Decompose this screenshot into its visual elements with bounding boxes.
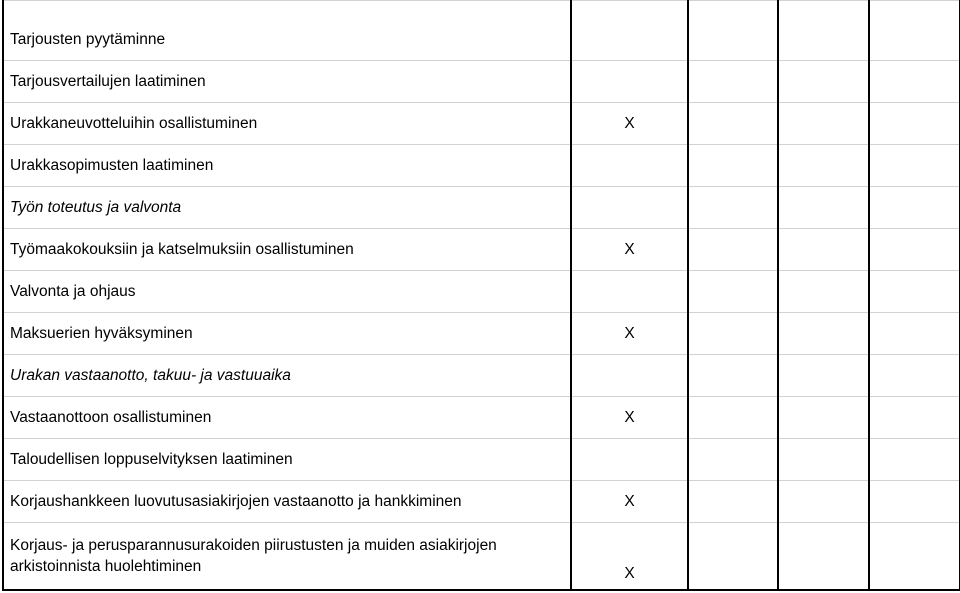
empty-cell xyxy=(778,1,869,61)
mark-cell: X xyxy=(571,313,688,355)
table-row xyxy=(3,103,960,145)
task-cell: Tarjousvertailujen laatiminen xyxy=(3,61,571,103)
empty-cell xyxy=(688,229,778,271)
empty-cell xyxy=(778,397,869,439)
empty-cell xyxy=(688,523,778,591)
empty-cell xyxy=(869,187,960,229)
empty-cell xyxy=(778,229,869,271)
table-row xyxy=(3,313,960,355)
table-row xyxy=(3,1,960,61)
task-cell: Työmaakokouksiin ja katselmuksiin osallistuminen xyxy=(3,229,571,271)
mark-cell xyxy=(571,187,688,229)
mark-cell xyxy=(571,271,688,313)
table-row xyxy=(3,439,960,481)
empty-cell xyxy=(869,355,960,397)
empty-cell xyxy=(778,313,869,355)
empty-cell xyxy=(869,397,960,439)
section-row xyxy=(3,355,960,397)
empty-cell xyxy=(869,313,960,355)
empty-cell xyxy=(688,145,778,187)
mark-cell xyxy=(571,439,688,481)
section-heading: Urakan vastaanotto, takuu- ja vastuuaika xyxy=(3,355,571,397)
empty-cell xyxy=(778,355,869,397)
empty-cell xyxy=(688,271,778,313)
empty-cell xyxy=(688,103,778,145)
table-row xyxy=(3,145,960,187)
empty-cell xyxy=(778,523,869,591)
table-row xyxy=(3,229,960,271)
table-row xyxy=(3,61,960,103)
empty-cell xyxy=(869,103,960,145)
empty-cell xyxy=(778,271,869,313)
empty-cell xyxy=(688,397,778,439)
empty-cell xyxy=(869,439,960,481)
mark-cell xyxy=(571,145,688,187)
empty-cell xyxy=(688,187,778,229)
responsibility-table xyxy=(2,0,960,591)
mark-cell: X xyxy=(571,481,688,523)
empty-cell xyxy=(778,145,869,187)
mark-cell: X xyxy=(571,523,688,591)
mark-cell: X xyxy=(571,397,688,439)
empty-cell xyxy=(778,439,869,481)
mark-cell: X xyxy=(571,229,688,271)
mark-cell xyxy=(571,355,688,397)
empty-cell xyxy=(869,1,960,61)
empty-cell xyxy=(688,481,778,523)
task-cell: Tarjousten pyytäminne xyxy=(3,1,571,61)
table-row xyxy=(3,271,960,313)
mark-cell xyxy=(571,61,688,103)
empty-cell xyxy=(869,61,960,103)
empty-cell xyxy=(688,313,778,355)
empty-cell xyxy=(778,187,869,229)
empty-cell xyxy=(688,61,778,103)
empty-cell xyxy=(688,355,778,397)
empty-cell xyxy=(869,229,960,271)
section-row xyxy=(3,187,960,229)
section-heading: Työn toteutus ja valvonta xyxy=(3,187,571,229)
empty-cell xyxy=(869,481,960,523)
task-cell: Korjaus- ja perusparannusurakoiden piirustusten ja muiden asiakirjojen arkistoinnista huolehtiminen xyxy=(3,523,571,591)
task-cell: Taloudellisen loppuselvityksen laatiminen xyxy=(3,439,571,481)
empty-cell xyxy=(869,145,960,187)
empty-cell xyxy=(778,103,869,145)
task-cell: Vastaanottoon osallistuminen xyxy=(3,397,571,439)
table-row xyxy=(3,397,960,439)
task-cell: Korjaushankkeen luovutusasiakirjojen vastaanotto ja hankkiminen xyxy=(3,481,571,523)
task-cell: Urakkasopimusten laatiminen xyxy=(3,145,571,187)
task-cell: Maksuerien hyväksyminen xyxy=(3,313,571,355)
empty-cell xyxy=(778,481,869,523)
task-cell: Urakkaneuvotteluihin osallistuminen xyxy=(3,103,571,145)
table-row xyxy=(3,481,960,523)
empty-cell xyxy=(869,271,960,313)
mark-cell xyxy=(571,1,688,61)
empty-cell xyxy=(869,523,960,591)
table-row xyxy=(3,523,960,591)
mark-cell: X xyxy=(571,103,688,145)
task-cell: Valvonta ja ohjaus xyxy=(3,271,571,313)
empty-cell xyxy=(688,1,778,61)
empty-cell xyxy=(688,439,778,481)
empty-cell xyxy=(778,61,869,103)
